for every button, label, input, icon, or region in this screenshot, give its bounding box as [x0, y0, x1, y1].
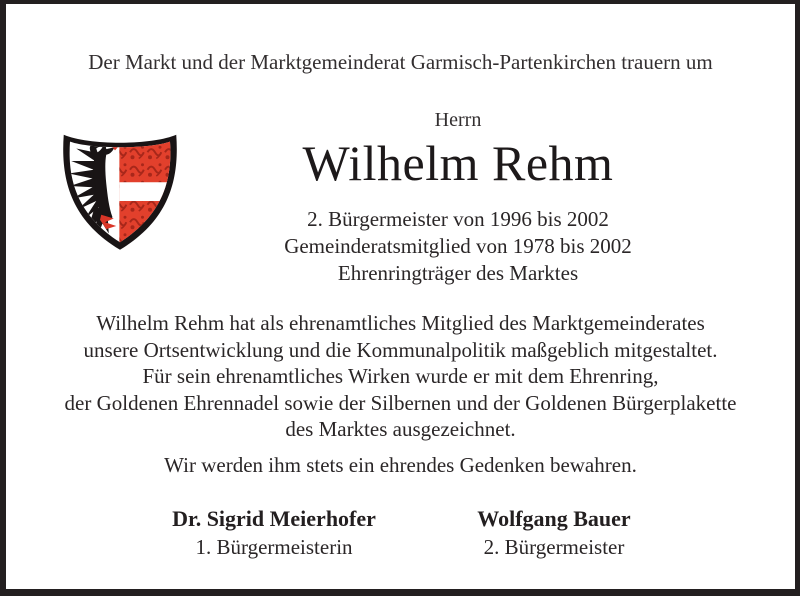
role-line: 2. Bürgermeister von 1996 bis 2002 — [307, 207, 609, 231]
signature-left — [134, 506, 414, 560]
roles-block — [136, 206, 780, 287]
memorial-line: Wir werden ihm stets ein ehrendes Gedenken bewahren. — [164, 453, 637, 477]
signature-title: 2. Bürgermeister — [483, 535, 625, 559]
tribute-line: Wilhelm Rehm hat als ehrenamtliches Mitglied des Marktgemeinderates — [96, 311, 705, 335]
tribute-line: unsere Ortsentwicklung und die Kommunalpolitik maßgeblich mitgestaltet. — [83, 337, 718, 362]
header-line: Der Markt und der Marktgemeinderat Garmisch-Partenkirchen trauern um — [88, 50, 713, 74]
salutation: Herrn — [434, 109, 482, 131]
signature-title: 1. Bürgermeisterin — [195, 535, 353, 559]
tribute-paragraph — [6, 310, 795, 443]
role-line: Gemeinderatsmitglied von 1978 bis 2002 — [284, 234, 632, 258]
tribute-line: der Goldenen Ehrennadel sowie der Silbernen und der Goldenen Bürgerplakette — [64, 390, 737, 415]
tribute-line: des Marktes ausgezeichnet. — [285, 417, 516, 441]
deceased-name: Wilhelm Rehm — [302, 135, 614, 191]
tribute-line: Für sein ehrenamtliches Wirken wurde er mit dem Ehrenring, — [142, 364, 659, 388]
signature-right — [414, 506, 694, 560]
name-block — [136, 108, 780, 287]
signatures-row — [134, 506, 694, 560]
signature-name: Dr. Sigrid Meierhofer — [172, 506, 376, 531]
signature-name: Wolfgang Bauer — [477, 506, 631, 531]
role-line: Ehrenringträger des Marktes — [337, 261, 579, 285]
